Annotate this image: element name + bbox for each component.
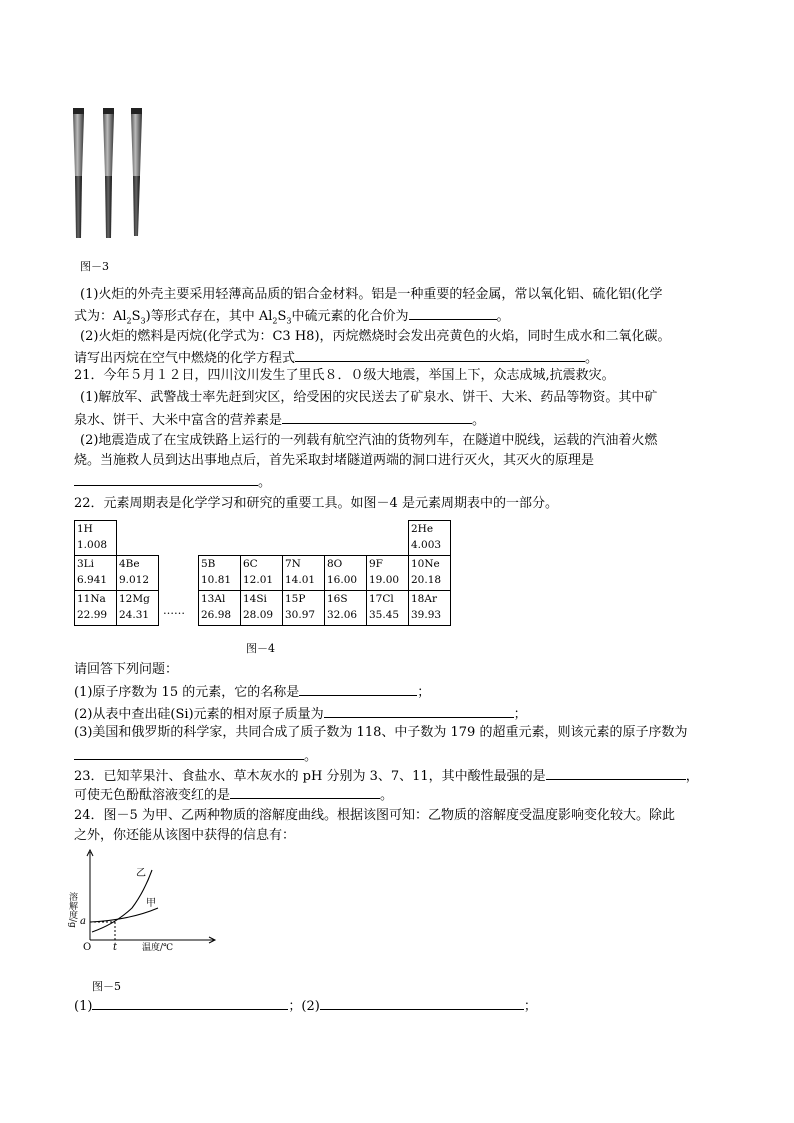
q23-answer-blank-1[interactable] bbox=[546, 766, 686, 780]
q23-answer-blank-2[interactable] bbox=[230, 785, 380, 799]
point-a-label: a bbox=[80, 916, 86, 927]
curve-yi bbox=[92, 870, 152, 932]
q22-sub1: (1)原子序数为 15 的元素，它的名称是 ； bbox=[74, 682, 430, 701]
q24-line2: 之外，你还能从该图中获得的信息有： bbox=[74, 828, 296, 843]
element-cell-Ne: 10Ne 20.18 bbox=[409, 556, 451, 591]
q20-part1-line2: 式为：$Al_2S_3$)等形式存在，其中 $Al_2S_3$中硫元素的化合价为 。 bbox=[74, 306, 510, 330]
element-cell-Be: 4Be 9.012 bbox=[117, 556, 159, 591]
q21-answer-blank-2[interactable] bbox=[74, 472, 258, 486]
element-cell-Mg: 12Mg 24.31 bbox=[117, 591, 159, 626]
q20-part2-line2: 请写出丙烷在空气中燃烧的化学方程式 。 bbox=[74, 348, 598, 367]
element-cell-N: 7N 14.01 bbox=[283, 556, 325, 591]
element-cell-Li: 3Li 6.941 bbox=[75, 556, 117, 591]
element-cell-He: 2He 4.003 bbox=[409, 521, 451, 556]
q22-answer-blank-3[interactable] bbox=[74, 746, 304, 760]
element-cell-S: 16S 32.06 bbox=[325, 591, 367, 626]
q22-ask: 请回答下列问题： bbox=[74, 662, 179, 677]
q22-answer-blank-1[interactable] bbox=[299, 682, 417, 696]
element-cell-Cl: 17Cl 35.45 bbox=[367, 591, 409, 626]
figure-5-caption: 图－5 bbox=[92, 980, 121, 993]
element-cell-C: 6C 12.01 bbox=[241, 556, 283, 591]
periodic-table-left bbox=[74, 520, 159, 626]
element-cell-H: 1H 1.008 bbox=[75, 521, 117, 556]
q24-answer-blank-2[interactable] bbox=[320, 996, 524, 1010]
q21-part1-line2: 泉水、饼干、大米中富含的营养素是 。 bbox=[74, 410, 485, 429]
element-cell-F: 9F 19.00 bbox=[367, 556, 409, 591]
curve-jia-label: 甲 bbox=[146, 898, 156, 909]
table-ellipsis: …… bbox=[163, 604, 185, 617]
q21-part2-line2: 烧。当施救人员到达出事地点后，首先采取封堵隧道两端的洞口进行灭火，其灭火的原理是 bbox=[74, 453, 595, 468]
q24-line1: 24．图－5 为甲、乙两种物质的溶解度曲线。根据该图可知：乙物质的溶解度受温度影响变化较大。除此 bbox=[74, 808, 675, 823]
q23-line1: 23．已知苹果汁、食盐水、草木灰水的 pH 分别为 3、7、11，其中酸性最强的是 ， bbox=[74, 766, 699, 785]
q22-sub3: (3)美国和俄罗斯的科学家，共同合成了质子数为 118、中子数为 179 的超重元素，则该元素的原子序数为 bbox=[74, 725, 688, 740]
q20-answer-blank-2[interactable] bbox=[295, 348, 585, 362]
figure-3-caption: 图－3 bbox=[80, 260, 109, 273]
q24-answers: (1) ；(2) ； bbox=[74, 996, 537, 1015]
figure-5-solubility-graph bbox=[67, 846, 220, 954]
element-cell-O: 8O 16.00 bbox=[325, 556, 367, 591]
q21-part2-line3: 。 bbox=[74, 472, 271, 491]
q20-part1-line1: (1)火炬的外壳主要采用轻薄高品质的铝合金材料。铝是一种重要的轻金属，常以氧化铝、硫化铝(化学 bbox=[80, 287, 663, 302]
q20-part2-line1: (2)火炬的燃料是丙烷(化学式为：C3 H8)，丙烷燃烧时会发出亮黄色的火焰，同时生成水和二氧化碳。 bbox=[80, 329, 671, 344]
point-t-label: t bbox=[113, 942, 118, 953]
figure-3-torches bbox=[66, 106, 156, 242]
element-cell-Ar: 18Ar 39.93 bbox=[409, 591, 451, 626]
torch-2 bbox=[103, 108, 114, 238]
q21-intro: 21．今年５月１２日，四川汶川发生了里氏８．０级大地震，举国上下，众志成城,抗震救灾。 bbox=[74, 368, 615, 383]
q22-intro: 22．元素周期表是化学学习和研究的重要工具。如图－4 是元素周期表中的一部分。 bbox=[74, 496, 558, 511]
element-cell-P: 15P 30.97 bbox=[283, 591, 325, 626]
torch-1 bbox=[73, 108, 84, 238]
q21-part1-line1: (1)解放军、武警战士率先赶到灾区，给受困的灾民送去了矿泉水、饼干、大米、药品等物资。其中矿 bbox=[80, 390, 658, 405]
element-cell-Na: 11Na 22.99 bbox=[75, 591, 117, 626]
x-axis-label: 温度/℃ bbox=[142, 943, 174, 953]
figure-4-caption: 图－4 bbox=[246, 642, 275, 655]
q22-answer-blank-2[interactable] bbox=[324, 704, 514, 718]
curve-yi-label: 乙 bbox=[136, 868, 146, 879]
element-cell-B: 5B 10.81 bbox=[199, 556, 241, 591]
q24-answer-blank-1[interactable] bbox=[92, 996, 288, 1010]
q21-answer-blank-1[interactable] bbox=[282, 410, 472, 424]
origin-label: O bbox=[83, 942, 92, 953]
torch-3 bbox=[131, 108, 142, 236]
periodic-table-right bbox=[198, 520, 451, 626]
q23-line2: 可使无色酚酞溶液变红的是 。 bbox=[74, 785, 393, 804]
y-axis-label: 溶解度/g bbox=[67, 892, 77, 928]
element-cell-Si: 14Si 28.09 bbox=[241, 591, 283, 626]
q22-sub2: (2)从表中查出硅(Si)元素的相对原子质量为 ； bbox=[74, 704, 527, 723]
q21-part2-line1: (2)地震造成了在宝成铁路上运行的一列载有航空汽油的货物列车，在隧道中脱线，运载的汽油着火燃 bbox=[80, 433, 658, 448]
q22-sub3-line2: 。 bbox=[74, 746, 317, 765]
q20-answer-blank-1[interactable] bbox=[409, 306, 497, 320]
element-cell-Al: 13Al 26.98 bbox=[199, 591, 241, 626]
